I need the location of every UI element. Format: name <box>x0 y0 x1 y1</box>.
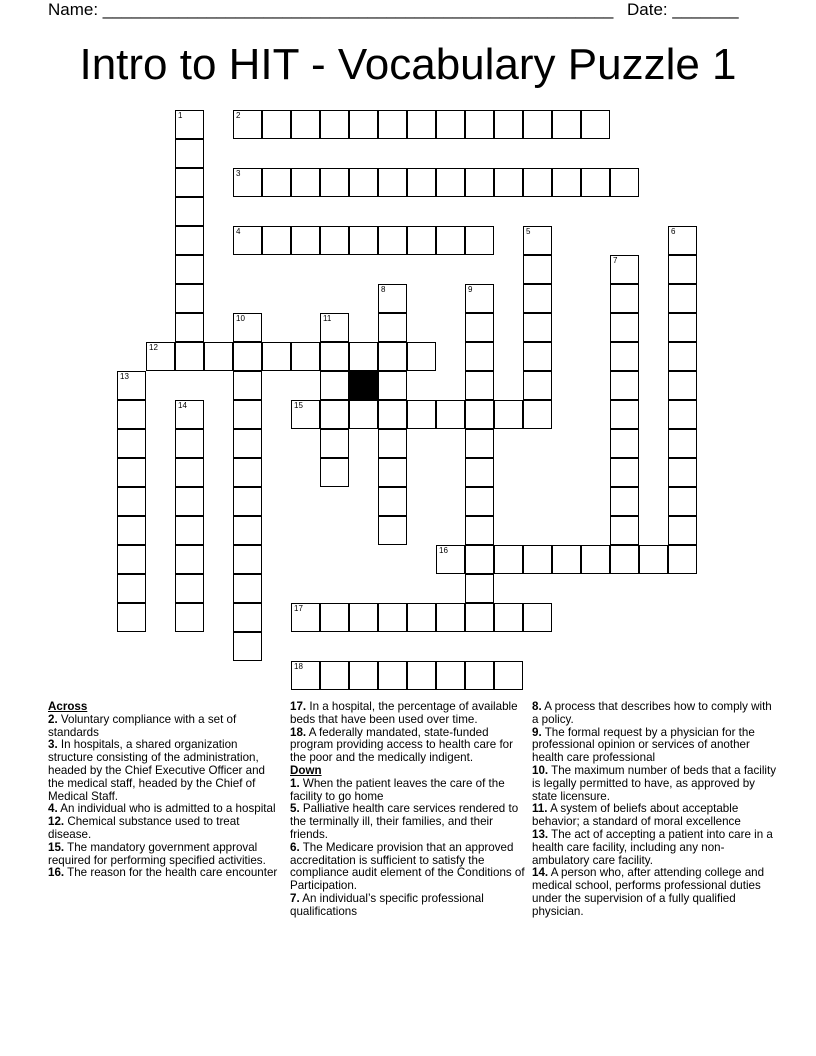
cell-number: 6 <box>671 227 676 236</box>
grid-cell[interactable] <box>233 487 262 516</box>
clue-number: 18. <box>290 725 307 739</box>
grid-cell[interactable] <box>407 400 436 429</box>
grid-cell[interactable] <box>349 168 378 197</box>
grid-cell[interactable] <box>117 487 146 516</box>
grid-cell[interactable] <box>378 603 407 632</box>
grid-cell[interactable] <box>523 371 552 400</box>
grid-cell[interactable] <box>175 110 204 139</box>
puzzle-title: Intro to HIT - Vocabulary Puzzle 1 <box>79 40 737 89</box>
grid-cell[interactable] <box>494 110 523 139</box>
grid-cell[interactable] <box>436 400 465 429</box>
grid-cell[interactable] <box>320 400 349 429</box>
grid-cell[interactable] <box>436 110 465 139</box>
clue-item <box>532 765 778 803</box>
grid-cell[interactable] <box>523 284 552 313</box>
grid-cell[interactable] <box>378 342 407 371</box>
grid-cell[interactable] <box>523 545 552 574</box>
grid-cell[interactable] <box>436 168 465 197</box>
grid-cell[interactable] <box>378 516 407 545</box>
grid-cell[interactable] <box>233 545 262 574</box>
grid-cell[interactable] <box>117 400 146 429</box>
cell-number: 13 <box>120 372 129 381</box>
clue-text: The formal request by a physician for the professional opinion or services of another health care professional <box>532 725 755 765</box>
name-field-label: Name: ______________________________________________________ <box>48 0 614 19</box>
grid-cell[interactable] <box>320 110 349 139</box>
clue-text: In a hospital, the percentage of available beds that have been used over time. <box>290 700 518 726</box>
cell-number: 14 <box>178 401 187 410</box>
cell-number: 10 <box>236 314 245 323</box>
clue-text: In hospitals, a shared organization structure consisting of the administration, headed by the Chief Executive Officer and the medical staff, headed by the Chief of Medical Staff. <box>48 738 265 803</box>
grid-cell[interactable] <box>668 458 697 487</box>
grid-cell[interactable] <box>117 429 146 458</box>
clue-item <box>532 867 778 918</box>
grid-cell[interactable] <box>320 313 349 342</box>
grid-cell[interactable] <box>117 371 146 400</box>
clue-text: The reason for the health care encounter <box>67 866 278 880</box>
grid-cell[interactable] <box>407 110 436 139</box>
clue-text: Voluntary compliance with a set of standards <box>48 712 237 739</box>
grid-cell[interactable] <box>465 342 494 371</box>
grid-cell[interactable] <box>610 313 639 342</box>
grid-cell[interactable] <box>494 168 523 197</box>
clues-column-2 <box>290 701 526 919</box>
grid-cell[interactable] <box>291 110 320 139</box>
grid-cell[interactable] <box>291 603 320 632</box>
grid-cell[interactable] <box>465 313 494 342</box>
grid-cell[interactable] <box>581 545 610 574</box>
grid-cell[interactable] <box>378 429 407 458</box>
grid-cell[interactable] <box>175 545 204 574</box>
clue-text: The Medicare provision that an approved accreditation is sufficient to satisfy the compliance audit element of the Conditions of Participation. <box>290 840 525 893</box>
grid-cell[interactable] <box>175 516 204 545</box>
clue-number: 7. <box>290 891 300 905</box>
grid-cell[interactable] <box>117 574 146 603</box>
grid-cell[interactable] <box>175 255 204 284</box>
grid-cell[interactable] <box>610 255 639 284</box>
grid-cell[interactable] <box>668 342 697 371</box>
grid-cell[interactable] <box>291 342 320 371</box>
grid-cell[interactable] <box>436 545 465 574</box>
grid-cell[interactable] <box>291 400 320 429</box>
cell-number: 4 <box>236 227 241 236</box>
cell-number: 7 <box>613 256 618 265</box>
clue-text: An individual who is admitted to a hospital <box>60 802 276 816</box>
grid-cell[interactable] <box>407 342 436 371</box>
grid-cell[interactable] <box>668 255 697 284</box>
clue-text: Chemical substance used to treat disease. <box>48 815 240 841</box>
cell-number: 2 <box>236 111 241 120</box>
grid-cell[interactable] <box>233 168 262 197</box>
clue-item <box>290 893 526 919</box>
clue-text: A federally mandated, state-funded program providing access to health care for the poor and the medically indigent. <box>290 725 513 765</box>
grid-cell[interactable] <box>610 429 639 458</box>
grid-cell[interactable] <box>610 371 639 400</box>
grid-cell[interactable] <box>233 458 262 487</box>
grid-cell[interactable] <box>407 168 436 197</box>
grid-cell[interactable] <box>465 516 494 545</box>
clues-column-1 <box>48 701 284 880</box>
grid-cell[interactable] <box>523 226 552 255</box>
grid-cell[interactable] <box>523 313 552 342</box>
grid-cell[interactable] <box>378 110 407 139</box>
grid-cell[interactable] <box>320 458 349 487</box>
cell-number: 8 <box>381 285 386 294</box>
grid-cell[interactable] <box>610 400 639 429</box>
grid-cell[interactable] <box>349 603 378 632</box>
grid-cell[interactable] <box>378 487 407 516</box>
clue-text: The maximum number of beds that a facility is legally permitted to have, as approved by state licensure. <box>532 763 777 803</box>
clue-number: 5. <box>290 802 300 816</box>
grid-cell[interactable] <box>378 284 407 313</box>
grid-cell[interactable] <box>378 400 407 429</box>
clue-text: An individual’s specific professional qualifications <box>290 891 484 918</box>
grid-cell[interactable] <box>610 545 639 574</box>
grid-cell[interactable] <box>668 313 697 342</box>
grid-cell[interactable] <box>378 226 407 255</box>
grid-cell[interactable] <box>668 400 697 429</box>
clue-number: 10. <box>532 763 549 777</box>
clue-number: 3. <box>48 738 58 752</box>
clue-item <box>48 739 284 803</box>
grid-cell[interactable] <box>146 342 175 371</box>
grid-cell[interactable] <box>552 545 581 574</box>
clue-number: 15. <box>48 840 65 854</box>
grid-cell[interactable] <box>610 458 639 487</box>
grid-cell[interactable] <box>465 400 494 429</box>
grid-cell[interactable] <box>552 110 581 139</box>
grid-cell[interactable] <box>175 226 204 255</box>
grid-cell[interactable] <box>668 226 697 255</box>
grid-cell[interactable] <box>494 545 523 574</box>
clue-item <box>290 842 526 893</box>
grid-cell[interactable] <box>175 574 204 603</box>
grid-cell[interactable] <box>378 458 407 487</box>
grid-cell[interactable] <box>378 371 407 400</box>
cell-number: 18 <box>294 662 303 671</box>
clue-text: The act of accepting a patient into care in a health care facility, including any non-ambulatory care facility. <box>532 827 773 867</box>
grid-cell[interactable] <box>407 603 436 632</box>
grid-cell[interactable] <box>668 545 697 574</box>
grid-cell[interactable] <box>175 429 204 458</box>
grid-cell[interactable] <box>523 342 552 371</box>
grid-cell[interactable] <box>407 226 436 255</box>
clue-item <box>290 778 526 804</box>
grid-cell[interactable] <box>349 110 378 139</box>
clue-item <box>48 816 284 842</box>
grid-cell[interactable] <box>465 168 494 197</box>
grid-cell[interactable] <box>320 661 349 690</box>
grid-cell[interactable] <box>291 226 320 255</box>
grid-cell[interactable] <box>175 342 204 371</box>
black-square <box>349 371 378 400</box>
grid-cell[interactable] <box>262 226 291 255</box>
grid-cell[interactable] <box>523 168 552 197</box>
grid-cell[interactable] <box>465 226 494 255</box>
grid-cell[interactable] <box>262 110 291 139</box>
clue-number: 8. <box>532 700 542 713</box>
clue-item <box>532 701 778 727</box>
grid-cell[interactable] <box>436 603 465 632</box>
grid-cell[interactable] <box>233 603 262 632</box>
clues-column-3 <box>532 701 778 919</box>
grid-cell[interactable] <box>668 429 697 458</box>
grid-cell[interactable] <box>262 342 291 371</box>
clue-number: 13. <box>532 827 549 841</box>
grid-cell[interactable] <box>610 487 639 516</box>
grid-cell[interactable] <box>175 458 204 487</box>
grid-cell[interactable] <box>581 168 610 197</box>
grid-cell[interactable] <box>465 458 494 487</box>
clue-item <box>48 714 284 740</box>
grid-cell[interactable] <box>407 661 436 690</box>
grid-cell[interactable] <box>349 661 378 690</box>
clue-text: The mandatory government approval required for performing specified activities. <box>48 840 266 867</box>
grid-cell[interactable] <box>320 342 349 371</box>
grid-cell[interactable] <box>581 110 610 139</box>
grid-cell[interactable] <box>378 168 407 197</box>
clue-item <box>290 803 526 841</box>
grid-cell[interactable] <box>465 661 494 690</box>
grid-cell[interactable] <box>465 110 494 139</box>
grid-cell[interactable] <box>175 284 204 313</box>
cell-number: 15 <box>294 401 303 410</box>
clue-number: 11. <box>532 802 548 816</box>
grid-cell[interactable] <box>465 371 494 400</box>
grid-cell[interactable] <box>175 603 204 632</box>
clue-item <box>48 867 284 880</box>
grid-cell[interactable] <box>233 574 262 603</box>
grid-cell[interactable] <box>465 284 494 313</box>
clue-item <box>532 803 778 829</box>
clue-text: A person who, after attending college and medical school, performs professional duties under the supervision of a fully qualified physician. <box>532 866 765 918</box>
cell-number: 17 <box>294 604 303 613</box>
grid-cell[interactable] <box>233 516 262 545</box>
clue-number: 12. <box>48 815 65 829</box>
across-heading: Across <box>48 700 88 713</box>
grid-cell[interactable] <box>668 371 697 400</box>
grid-cell[interactable] <box>668 516 697 545</box>
grid-cell[interactable] <box>494 603 523 632</box>
grid-cell[interactable] <box>117 545 146 574</box>
grid-cell[interactable] <box>204 342 233 371</box>
grid-cell[interactable] <box>523 255 552 284</box>
grid-cell[interactable] <box>233 313 262 342</box>
grid-cell[interactable] <box>378 313 407 342</box>
grid-cell[interactable] <box>349 342 378 371</box>
grid-cell[interactable] <box>175 197 204 226</box>
clue-text: When the patient leaves the care of the facility to go home <box>290 776 505 803</box>
down-heading: Down <box>290 763 322 777</box>
grid-cell[interactable] <box>175 168 204 197</box>
grid-cell[interactable] <box>610 284 639 313</box>
clue-number: 6. <box>290 840 300 854</box>
grid-cell[interactable] <box>291 661 320 690</box>
grid-cell[interactable] <box>117 516 146 545</box>
date-field-label: Date: _______ <box>627 0 739 19</box>
grid-cell[interactable] <box>117 603 146 632</box>
clue-item <box>290 701 526 727</box>
grid-cell[interactable] <box>320 168 349 197</box>
grid-cell[interactable] <box>233 400 262 429</box>
clue-number: 1. <box>290 776 300 790</box>
grid-cell[interactable] <box>233 371 262 400</box>
grid-cell[interactable] <box>465 487 494 516</box>
grid-cell[interactable] <box>436 226 465 255</box>
cell-number: 12 <box>149 343 158 352</box>
cell-number: 1 <box>178 111 183 120</box>
grid-cell[interactable] <box>465 603 494 632</box>
grid-cell[interactable] <box>175 139 204 168</box>
cell-number: 9 <box>468 285 473 294</box>
clue-item <box>532 829 778 867</box>
grid-cell[interactable] <box>175 400 204 429</box>
clue-number: 14. <box>532 866 549 880</box>
grid-cell[interactable] <box>262 168 291 197</box>
grid-cell[interactable] <box>349 226 378 255</box>
cell-number: 11 <box>323 314 332 323</box>
cell-number: 16 <box>439 546 448 555</box>
grid-cell[interactable] <box>523 110 552 139</box>
grid-cell[interactable] <box>610 342 639 371</box>
grid-cell[interactable] <box>436 661 465 690</box>
grid-cell[interactable] <box>465 429 494 458</box>
grid-cell[interactable] <box>610 168 639 197</box>
cell-number: 3 <box>236 169 241 178</box>
grid-cell[interactable] <box>320 603 349 632</box>
grid-cell[interactable] <box>320 429 349 458</box>
grid-cell[interactable] <box>523 603 552 632</box>
grid-cell[interactable] <box>552 168 581 197</box>
grid-cell[interactable] <box>175 487 204 516</box>
clue-number: 16. <box>48 866 65 880</box>
clue-item <box>290 727 526 765</box>
grid-cell[interactable] <box>233 110 262 139</box>
clue-item <box>48 842 284 868</box>
grid-cell[interactable] <box>465 574 494 603</box>
clue-number: 9. <box>532 725 542 739</box>
clue-number: 17. <box>290 700 307 713</box>
clue-number: 4. <box>48 802 58 816</box>
clue-text: Palliative health care services rendered to the terminally ill, their families, and their friends. <box>290 802 519 841</box>
grid-cell[interactable] <box>639 545 668 574</box>
grid-cell[interactable] <box>610 516 639 545</box>
grid-cell[interactable] <box>668 284 697 313</box>
grid-cell[interactable] <box>291 168 320 197</box>
clue-text: A process that describes how to comply with a policy. <box>532 700 772 726</box>
grid-cell[interactable] <box>465 545 494 574</box>
grid-cell[interactable] <box>494 400 523 429</box>
grid-cell[interactable] <box>320 371 349 400</box>
grid-cell[interactable] <box>233 342 262 371</box>
grid-cell[interactable] <box>233 226 262 255</box>
grid-cell[interactable] <box>117 458 146 487</box>
grid-cell[interactable] <box>233 632 262 661</box>
cell-number: 5 <box>526 227 531 236</box>
grid-cell[interactable] <box>668 487 697 516</box>
grid-cell[interactable] <box>523 400 552 429</box>
grid-cell[interactable] <box>378 661 407 690</box>
grid-cell[interactable] <box>494 661 523 690</box>
clue-item <box>532 727 778 765</box>
clue-text: A system of beliefs about acceptable behavior; a standard of moral excellence <box>532 802 741 829</box>
grid-cell[interactable] <box>233 429 262 458</box>
grid-cell[interactable] <box>320 226 349 255</box>
clue-number: 2. <box>48 712 58 726</box>
grid-cell[interactable] <box>349 400 378 429</box>
grid-cell[interactable] <box>175 313 204 342</box>
